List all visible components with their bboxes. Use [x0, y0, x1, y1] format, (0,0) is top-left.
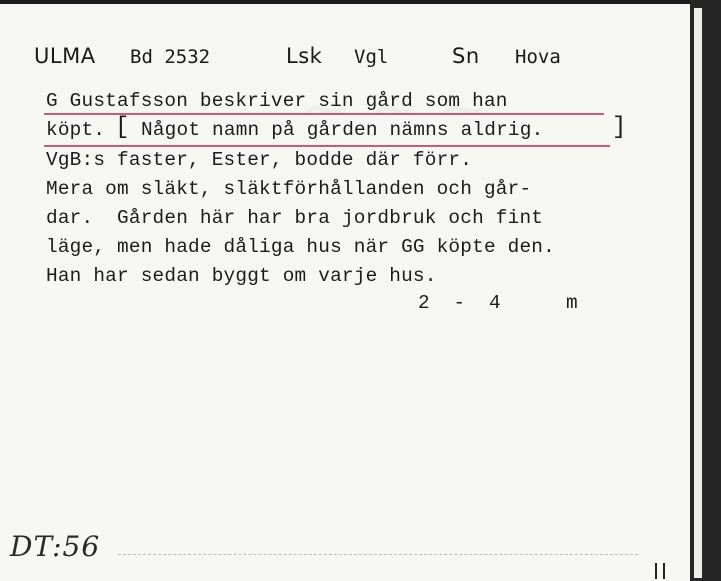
page-reference: 2 - 4	[418, 292, 501, 314]
body-line-6: läge, men hade dåliga hus när GG köpte den.	[46, 236, 555, 258]
body-line-5: dar. Gården här har bra jordbruk och fint	[46, 207, 544, 229]
county-label: Lsk	[286, 44, 323, 68]
card-header	[0, 44, 690, 74]
handwritten-signature: DT:56	[10, 530, 101, 563]
bracket-close: ]	[612, 114, 627, 141]
index-card	[0, 4, 690, 581]
card-edge	[694, 8, 702, 578]
scan-edge-strip	[690, 0, 721, 581]
volume-number: Bd 2532	[130, 46, 211, 68]
underline-2	[44, 145, 610, 147]
body-line-4: Mera om släkt, släktförhållanden och går-	[46, 178, 532, 200]
body-line-1: G Gustafsson beskriver sin gård som han	[46, 90, 508, 112]
body-line-7: Han har sedan byggt om varje hus.	[46, 265, 437, 287]
signature-dashed-line	[118, 554, 638, 555]
body-line-3: VgB:s faster, Ester, bodde där förr.	[46, 149, 473, 171]
parish-value: Hova	[515, 46, 561, 68]
bracket-open: [	[115, 114, 130, 141]
archive-code: ULMA	[34, 44, 96, 68]
page-unit: m	[566, 292, 578, 314]
scan-corner-mark	[655, 563, 665, 579]
parish-label: Sn	[452, 44, 480, 68]
body-line-2b: Något namn på gården nämns aldrig.	[141, 119, 544, 141]
body-line-2a: köpt.	[46, 119, 106, 141]
county-value: Vgl	[354, 46, 389, 68]
